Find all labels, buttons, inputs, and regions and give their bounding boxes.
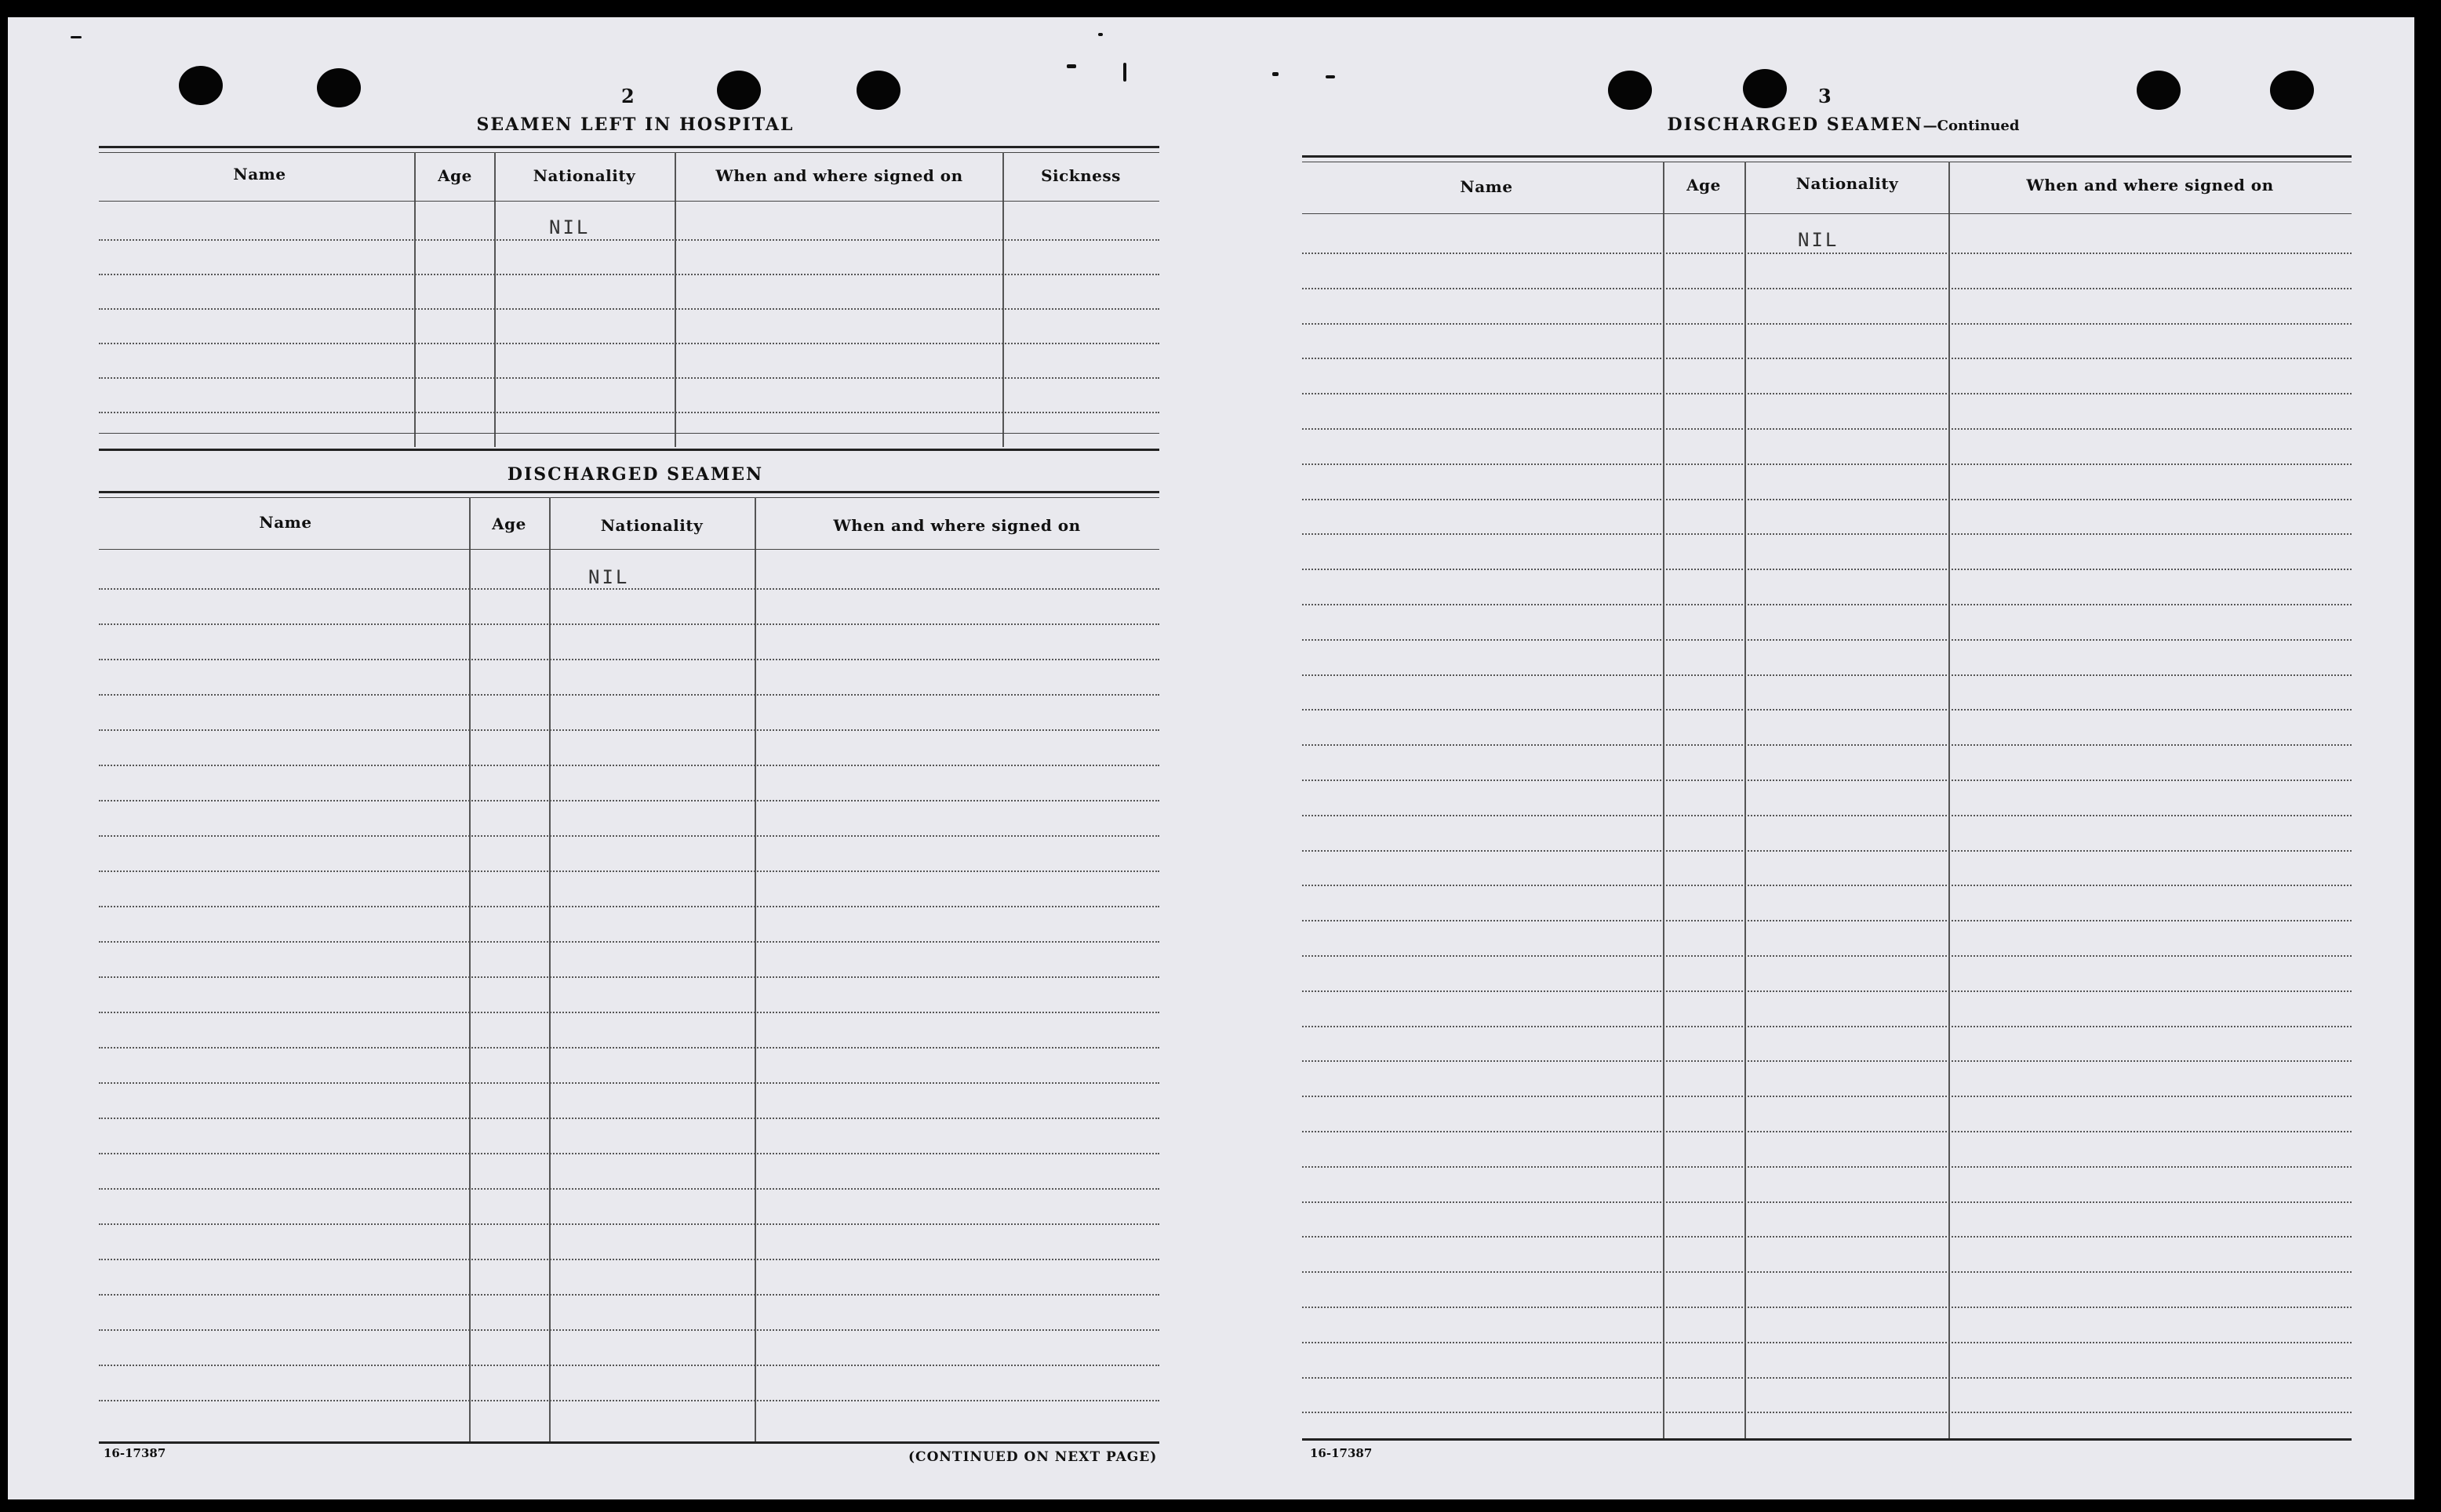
discharged-top-rule: [99, 491, 1159, 493]
continued-note: (CONTINUED ON NEXT PAGE): [908, 1449, 1158, 1465]
speck: [1272, 72, 1279, 76]
table-row: [1302, 1166, 2352, 1168]
table-row: [99, 1118, 1159, 1119]
table-row: [99, 623, 1159, 625]
table-row: [1302, 1342, 2352, 1343]
table-row: [1302, 1201, 2352, 1203]
table-row: [1302, 1412, 2352, 1413]
page-number-left: 2: [621, 85, 635, 107]
table-row: [1302, 674, 2352, 676]
hospital-header-nationality: Nationality: [533, 166, 636, 185]
table-row: [1302, 428, 2352, 430]
table-row: [99, 1153, 1159, 1154]
table-row: [1302, 1307, 2352, 1308]
table-row: [99, 800, 1159, 801]
table-row: [1302, 744, 2352, 746]
right-column-divider: [1948, 162, 1950, 1440]
binder-hole: [2137, 71, 2181, 110]
right-section-title-suffix: —Continued: [1923, 118, 2020, 134]
page-number-right: 3: [1818, 85, 1832, 107]
table-row: [1302, 253, 2352, 254]
discharged-bottom-rule: [99, 1441, 1159, 1444]
table-row: [1302, 1131, 2352, 1132]
table-row: [99, 1082, 1159, 1084]
table-row: [1302, 990, 2352, 992]
discharged-nil-entry: NIL: [588, 566, 630, 588]
speck: [1326, 75, 1335, 78]
table-row: [99, 1012, 1159, 1013]
speck: [71, 36, 82, 38]
binder-hole: [2270, 71, 2314, 110]
table-row: [99, 835, 1159, 837]
table-row: [99, 377, 1159, 379]
binder-hole: [1608, 71, 1652, 110]
table-row: [1302, 780, 2352, 781]
table-row: [1302, 639, 2352, 641]
table-row: [99, 694, 1159, 696]
form-number-left: 16-17387: [104, 1446, 166, 1460]
right-section-title-main: DISCHARGED SEAMEN: [1667, 114, 1923, 135]
hospital-section-title: SEAMEN LEFT IN HOSPITAL: [476, 114, 795, 135]
table-row: [99, 343, 1159, 344]
right-top-rule: [1302, 155, 2352, 158]
table-row: [99, 1188, 1159, 1190]
right-header-name: Name: [1460, 177, 1513, 196]
table-row: [1302, 1096, 2352, 1097]
table-row: [1302, 815, 2352, 816]
table-row: [99, 941, 1159, 943]
binder-hole: [179, 66, 223, 105]
hospital-header-signed-on: When and where signed on: [715, 166, 963, 185]
right-header-age: Age: [1686, 176, 1721, 194]
hospital-top-rule: [99, 146, 1159, 148]
table-row: [99, 412, 1159, 413]
hospital-column-divider: [494, 152, 496, 447]
table-row: [1302, 393, 2352, 394]
discharged-section-title: DISCHARGED SEAMEN: [507, 464, 764, 485]
table-row: [1302, 1236, 2352, 1238]
table-row: [99, 1259, 1159, 1260]
binder-hole: [1743, 69, 1787, 108]
table-row: [1302, 955, 2352, 957]
discharged-header-age: Age: [492, 514, 526, 533]
table-row: [1302, 1377, 2352, 1379]
hospital-nil-entry: NIL: [549, 216, 591, 238]
document-spread: [8, 17, 2414, 1499]
binder-hole: [317, 68, 361, 107]
right-column-divider: [1663, 162, 1664, 1440]
form-number-right: 16-17387: [1310, 1446, 1373, 1460]
discharged-header-underline: [99, 549, 1159, 550]
right-section-title: [1608, 114, 2079, 135]
right-column-divider: [1744, 162, 1746, 1440]
discharged-column-divider: [549, 497, 551, 1443]
discharged-column-divider: [469, 497, 471, 1443]
table-row: [99, 588, 1159, 590]
right-bottom-rule: [1302, 1438, 2352, 1441]
table-row: [99, 870, 1159, 872]
speck: [1123, 63, 1126, 82]
right-header-nationality: Nationality: [1795, 174, 1899, 193]
hospital-bottom-rule-thick: [99, 449, 1159, 451]
table-row: [99, 239, 1159, 241]
hospital-header-name: Name: [233, 165, 286, 184]
table-row: [99, 659, 1159, 660]
hospital-bottom-rule: [99, 433, 1159, 434]
discharged-header-signed-on: When and where signed on: [833, 516, 1081, 535]
table-row: [1302, 1271, 2352, 1273]
table-row: [1302, 569, 2352, 570]
table-row: [99, 906, 1159, 907]
table-row: [1302, 1060, 2352, 1062]
right-nil-entry: NIL: [1798, 229, 1839, 251]
table-row: [99, 1329, 1159, 1331]
hospital-column-divider: [675, 152, 676, 447]
hospital-header-sickness: Sickness: [1041, 166, 1121, 185]
table-row: [99, 308, 1159, 310]
table-row: [1302, 533, 2352, 535]
hospital-column-divider: [414, 152, 416, 447]
hospital-header-age: Age: [438, 166, 472, 185]
speck: [1098, 33, 1103, 36]
table-row: [99, 1294, 1159, 1296]
table-row: [99, 1223, 1159, 1225]
table-row: [1302, 920, 2352, 921]
speck: [1067, 64, 1076, 68]
table-row: [1302, 885, 2352, 886]
table-row: [99, 1400, 1159, 1401]
table-row: [99, 765, 1159, 766]
right-header-underline: [1302, 213, 2352, 214]
table-row: [1302, 323, 2352, 325]
table-row: [99, 976, 1159, 978]
table-row: [99, 274, 1159, 275]
binder-hole: [717, 71, 761, 110]
table-row: [99, 729, 1159, 731]
table-row: [1302, 463, 2352, 465]
table-row: [1302, 850, 2352, 852]
discharged-header-nationality: Nationality: [600, 516, 704, 535]
table-row: [1302, 604, 2352, 605]
discharged-column-divider: [755, 497, 756, 1443]
table-row: [99, 1047, 1159, 1049]
table-row: [1302, 499, 2352, 500]
table-row: [99, 1365, 1159, 1366]
table-row: [1302, 288, 2352, 289]
binder-hole: [857, 71, 900, 110]
hospital-column-divider: [1002, 152, 1004, 447]
table-row: [1302, 709, 2352, 711]
table-row: [1302, 1026, 2352, 1027]
discharged-top-rule-thin: [99, 497, 1159, 498]
discharged-header-name: Name: [259, 513, 312, 532]
hospital-header-underline: [99, 201, 1159, 202]
hospital-top-rule-thin: [99, 152, 1159, 153]
table-row: [1302, 358, 2352, 359]
right-header-signed-on: When and where signed on: [2026, 176, 2274, 194]
